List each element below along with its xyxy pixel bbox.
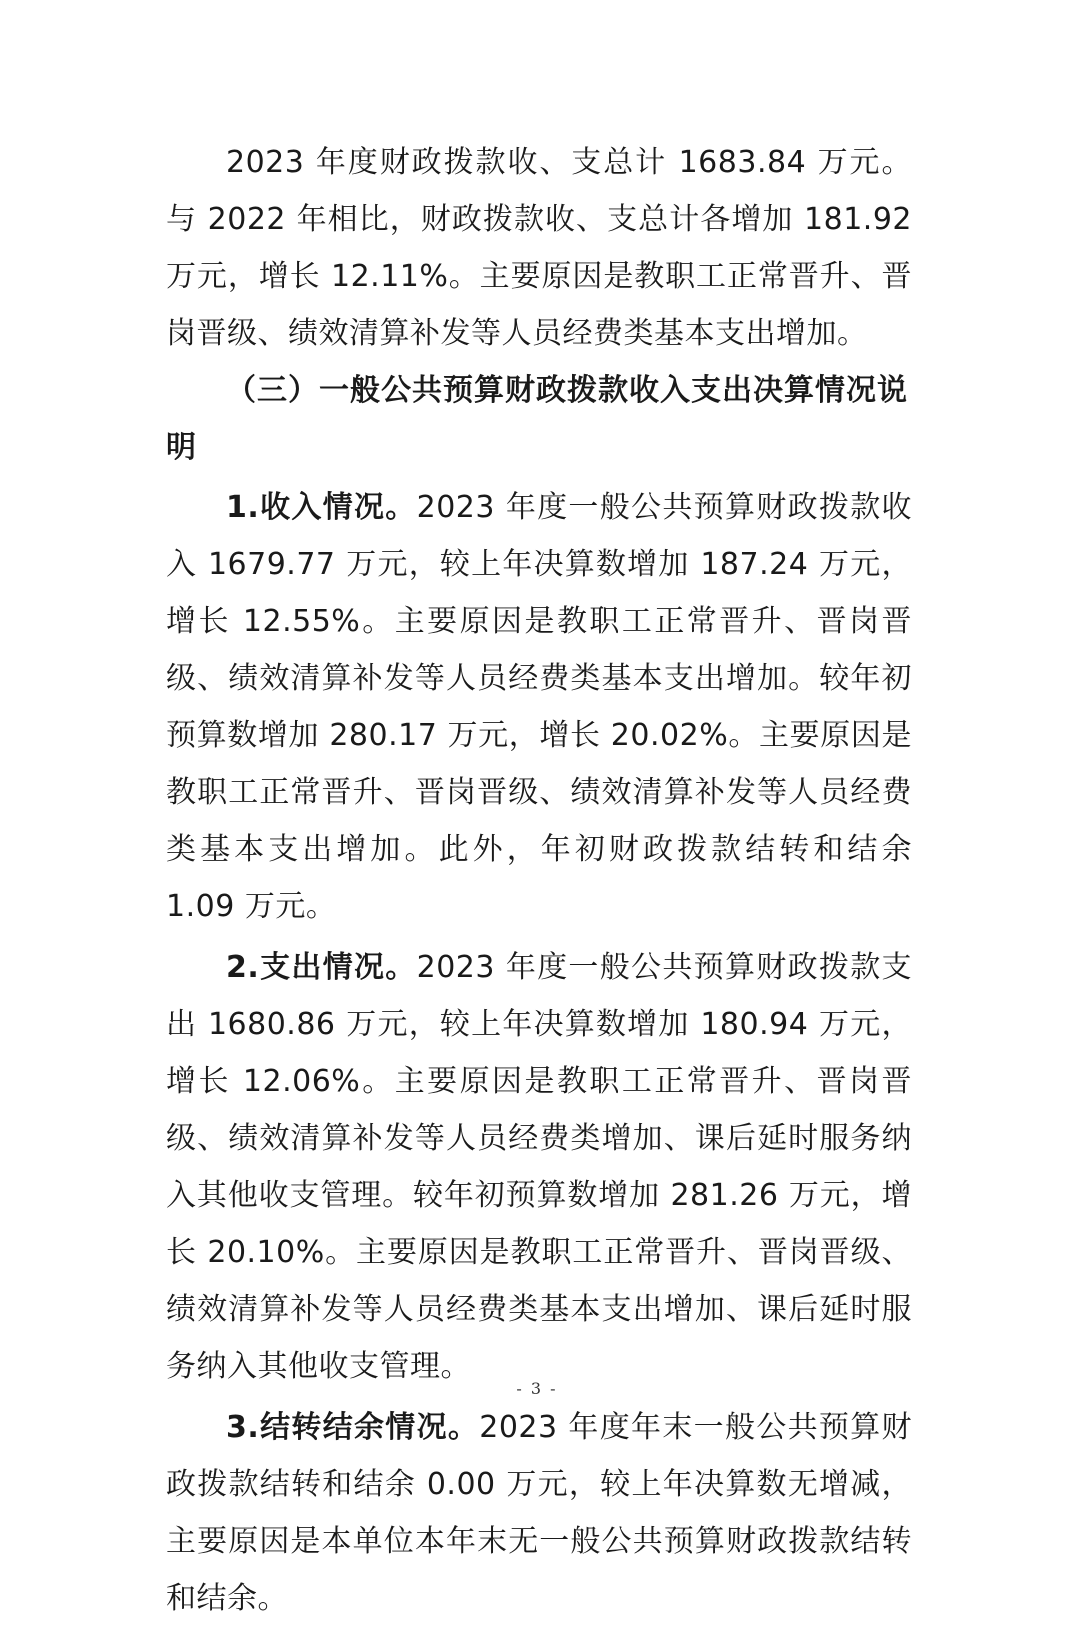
carryover-paragraph xyxy=(166,1399,912,1627)
intro-paragraph: 2023 年度财政拨款收、支总计 1683.84 万元。与 2022 年相比，财政拨款收、支总计各增加 181.92 万元，增长 12.11%。主要原因是教职工正常晋升、晋岗晋级、绩效清算补发等人员经费类基本支出增加。 xyxy=(166,145,912,351)
income-paragraph xyxy=(166,479,912,935)
carryover-text: 2023 年度年末一般公共预算财政拨款结转和结余 0.00 万元，较上年决算数无增减，主要原因是本单位本年末无一般公共预算财政拨款结转和结余。 xyxy=(166,1410,912,1616)
section-heading: （三）一般公共预算财政拨款收入支出决算情况说明 xyxy=(166,373,908,465)
page-number: - 3 - xyxy=(516,1379,558,1398)
income-lead: 1.收入情况。 xyxy=(226,490,417,525)
document-body xyxy=(166,134,912,1627)
expenditure-paragraph xyxy=(166,939,912,1395)
expenditure-text: 2023 年度一般公共预算财政拨款支出 1680.86 万元，较上年决算数增加 180.94 万元，增长 12.06%。主要原因是教职工正常晋升、晋岗晋级、绩效清算补发等人员经费类增加、课后延时服务纳入其他收支管理。较年初预算数增加 281.26 万元，增长 20.10%。主要原因是教职工正常晋升、晋岗晋级、绩效清算补发等人员经费类基本支出增加、课后延时服务纳入其他收支管理。 xyxy=(166,950,912,1384)
carryover-lead: 3.结转结余情况。 xyxy=(226,1410,480,1445)
expenditure-lead: 2.支出情况。 xyxy=(226,950,417,985)
income-text: 2023 年度一般公共预算财政拨款收入 1679.77 万元，较上年决算数增加 187.24 万元，增长 12.55%。主要原因是教职工正常晋升、晋岗晋级、绩效清算补发等人员经费类基本支出增加。较年初预算数增加 280.17 万元，增长 20.02%。主要原因是教职工正常晋升、晋岗晋级、绩效清算补发等人员经费类基本支出增加。此外，年初财政拨款结转和结余 1.09 万元。 xyxy=(166,490,912,924)
